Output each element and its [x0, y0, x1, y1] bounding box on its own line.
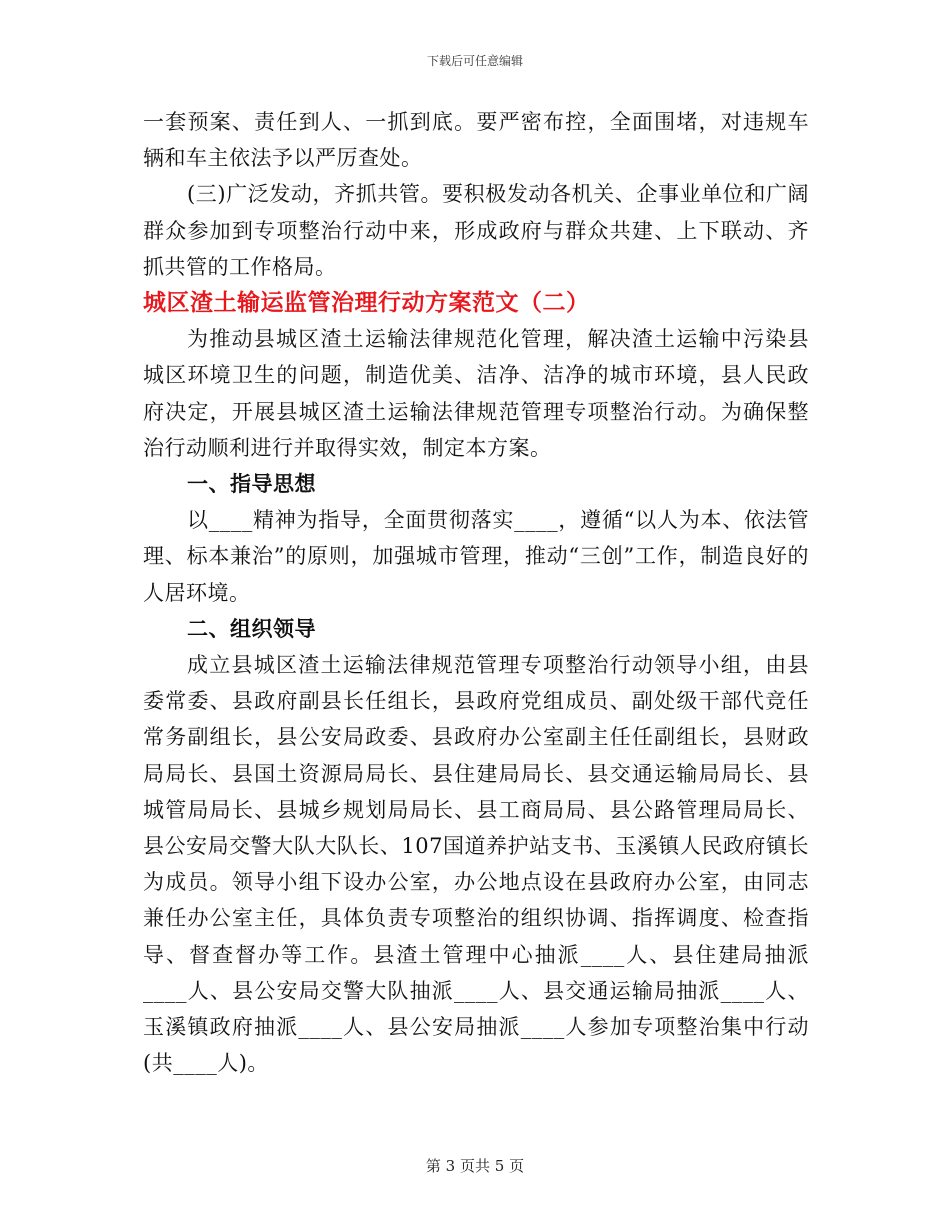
page-number: 第 3 页共 5 页: [425, 1157, 525, 1175]
paragraph-2: (三)广泛发动，齐抓共管。要积极发动各机关、企事业单位和广阔群众参加到专项整治行动中来，形成政府与群众共建、上下联动、齐抓共管的工作格局。: [143, 182, 809, 279]
heading-organization: 二、组织领导: [187, 615, 316, 641]
paragraph-3: 为推动县城区渣土运输法律规范化管理，解决渣土运输中污染县城区环境卫生的问题，制造优美、洁净、洁净的城市环境，县人民政府决定，开展县城区渣土运输法律规范管理专项整治行动。为确保整治行动顺利进行并取得实效，制定本方案。: [143, 327, 809, 460]
paragraph-5: 成立县城区渣土运输法律规范管理专项整治行动领导小组，由县委常委、县政府副县长任组长，县政府党组成员、副处级干部代竞任常务副组长，县公安局政委、县政府办公室副主任任副组长，县财政局局长、县国土资源局局长、县住建局局长、县交通运输局局长、县城管局局长、县城乡规划局局长、县工商局局、县公路管理局局长、县公安局交警大队大队长、107国道养护站支书、玉溪镇人民政府镇长为成员。领导小组下设办公室，办公地点设在县政府办公室，由同志兼任办公室主任，具体负责专项整治的组织协调、指挥调度、检查指导、督查督办等工作。县渣土管理中心抽派____人、县住建局抽派____人、县公安局交警大队抽派____人、县交通运输局抽派____人、玉溪镇政府抽派____人、县公安局抽派____人参加专项整治集中行动(共____人)。: [143, 653, 809, 1076]
paragraph-4: 以____精神为指导，全面贯彻落实____，遵循“以人为本、依法管理、标本兼治”的原则，加强城市管理，推动“三创”工作，制造良好的人居环境。: [143, 508, 809, 605]
heading-guiding-ideology: 一、指导思想: [187, 471, 316, 497]
section-title: 城区渣土输运监管治理行动方案范文（二）: [143, 289, 590, 317]
header-note: 下载后可任意编辑: [426, 54, 523, 68]
document-body: [143, 104, 809, 1081]
paragraph-1: 一套预案、责任到人、一抓到底。要严密布控，全面围堵，对违规车辆和车主依法予以严厉查处。: [143, 110, 809, 171]
